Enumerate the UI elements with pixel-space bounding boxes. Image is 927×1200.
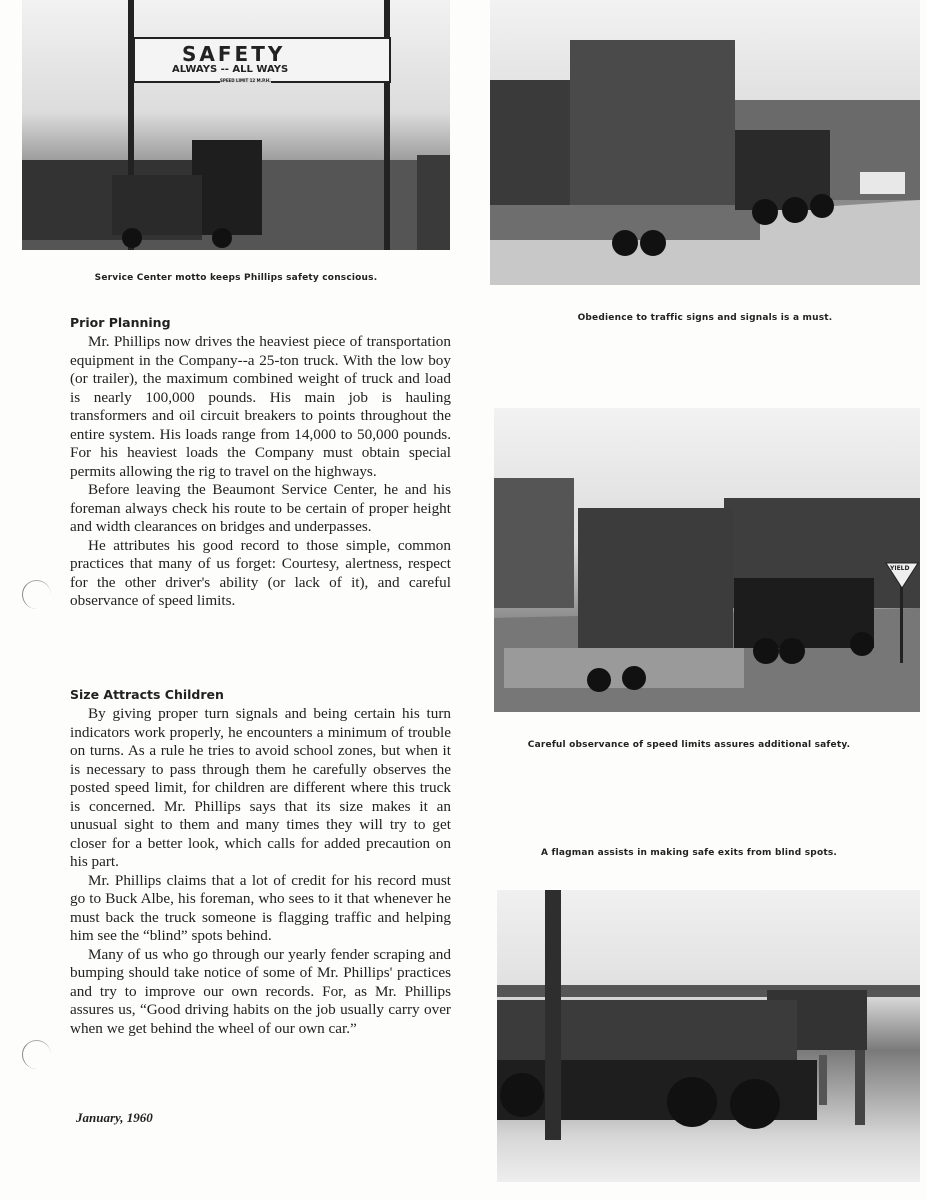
photo-caption: Obedience to traffic signs and signals is a must. xyxy=(577,313,833,323)
yield-sign: YIELD xyxy=(890,565,910,572)
photo-truck-yield xyxy=(494,408,920,712)
photo-caption: A flagman assists in making safe exits from blind spots. xyxy=(540,848,838,858)
photo-flagman xyxy=(497,890,920,1182)
sign-subtitle: ALWAYS -- ALL WAYS xyxy=(172,64,289,75)
punch-hole xyxy=(22,580,51,609)
sign-speed: SPEED LIMIT 12 M.P.H. xyxy=(220,78,271,83)
punch-hole xyxy=(22,1040,51,1069)
paragraph: Before leaving the Beaumont Service Center, he and his foreman always check his route to be certain of proper height and width clearances on bridges and underpasses. xyxy=(70,481,451,535)
article-section-size-attracts-children xyxy=(70,705,451,1038)
photo-caption: Service Center motto keeps Phillips safety conscious. xyxy=(94,273,378,283)
paragraph: Mr. Phillips now drives the heaviest piece of transportation equipment in the Company--a 25-ton truck. With the low boy (or trailer), the maximum combined weight of truck and load is nearly 100,000 pounds. His main job is hauling transformers and oil circuit breakers to points throughout the entire system. His loads range from 14,000 to 50,000 pounds. For his heaviest loads the Company must obtain special permits allowing the rig to travel on the highways. xyxy=(70,333,451,480)
sign-safety: SAFETY xyxy=(182,42,286,66)
section-heading: Prior Planning xyxy=(70,315,171,330)
photo-truck-road xyxy=(490,0,920,285)
article-section-prior-planning xyxy=(70,333,451,611)
paragraph: Many of us who go through our yearly fender scraping and bumping should take notice of some of Mr. Phillips' practices and try to improve our own records. For, as Mr. Phillips assures us, “Good driving habits on the job usually carry over when we get behind the wheel of our own car.” xyxy=(70,945,451,1037)
section-heading: Size Attracts Children xyxy=(70,687,224,702)
issue-date: January, 1960 xyxy=(76,1110,153,1125)
photo-caption: Careful observance of speed limits assures additional safety. xyxy=(527,740,851,750)
paragraph: He attributes his good record to those simple, common practices that many of us forget: Courtesy, alertness, respect for the other driver's ability (or lack of it), and careful observance of speed limits. xyxy=(70,536,451,609)
paragraph: Mr. Phillips claims that a lot of credit for his record must go to Buck Albe, his foreman, who sees to it that whenever he must back the truck someone is flagging traffic and helping him see the “blind” spots behind. xyxy=(70,871,451,944)
photo-safety-sign xyxy=(22,0,450,250)
paragraph: By giving proper turn signals and being certain his turn indicators work properly, he encounters a minimum of trouble on turns. As a rule he tries to avoid school zones, but when it is necessary to pass through them he carefully observes the posted speed limit, for children are different where this truck is concerned. Mr. Phillips says that its size makes it an unusual sight to them and many times they will try to get closer for a better look, which calls for added precaution on his part. xyxy=(70,705,451,870)
